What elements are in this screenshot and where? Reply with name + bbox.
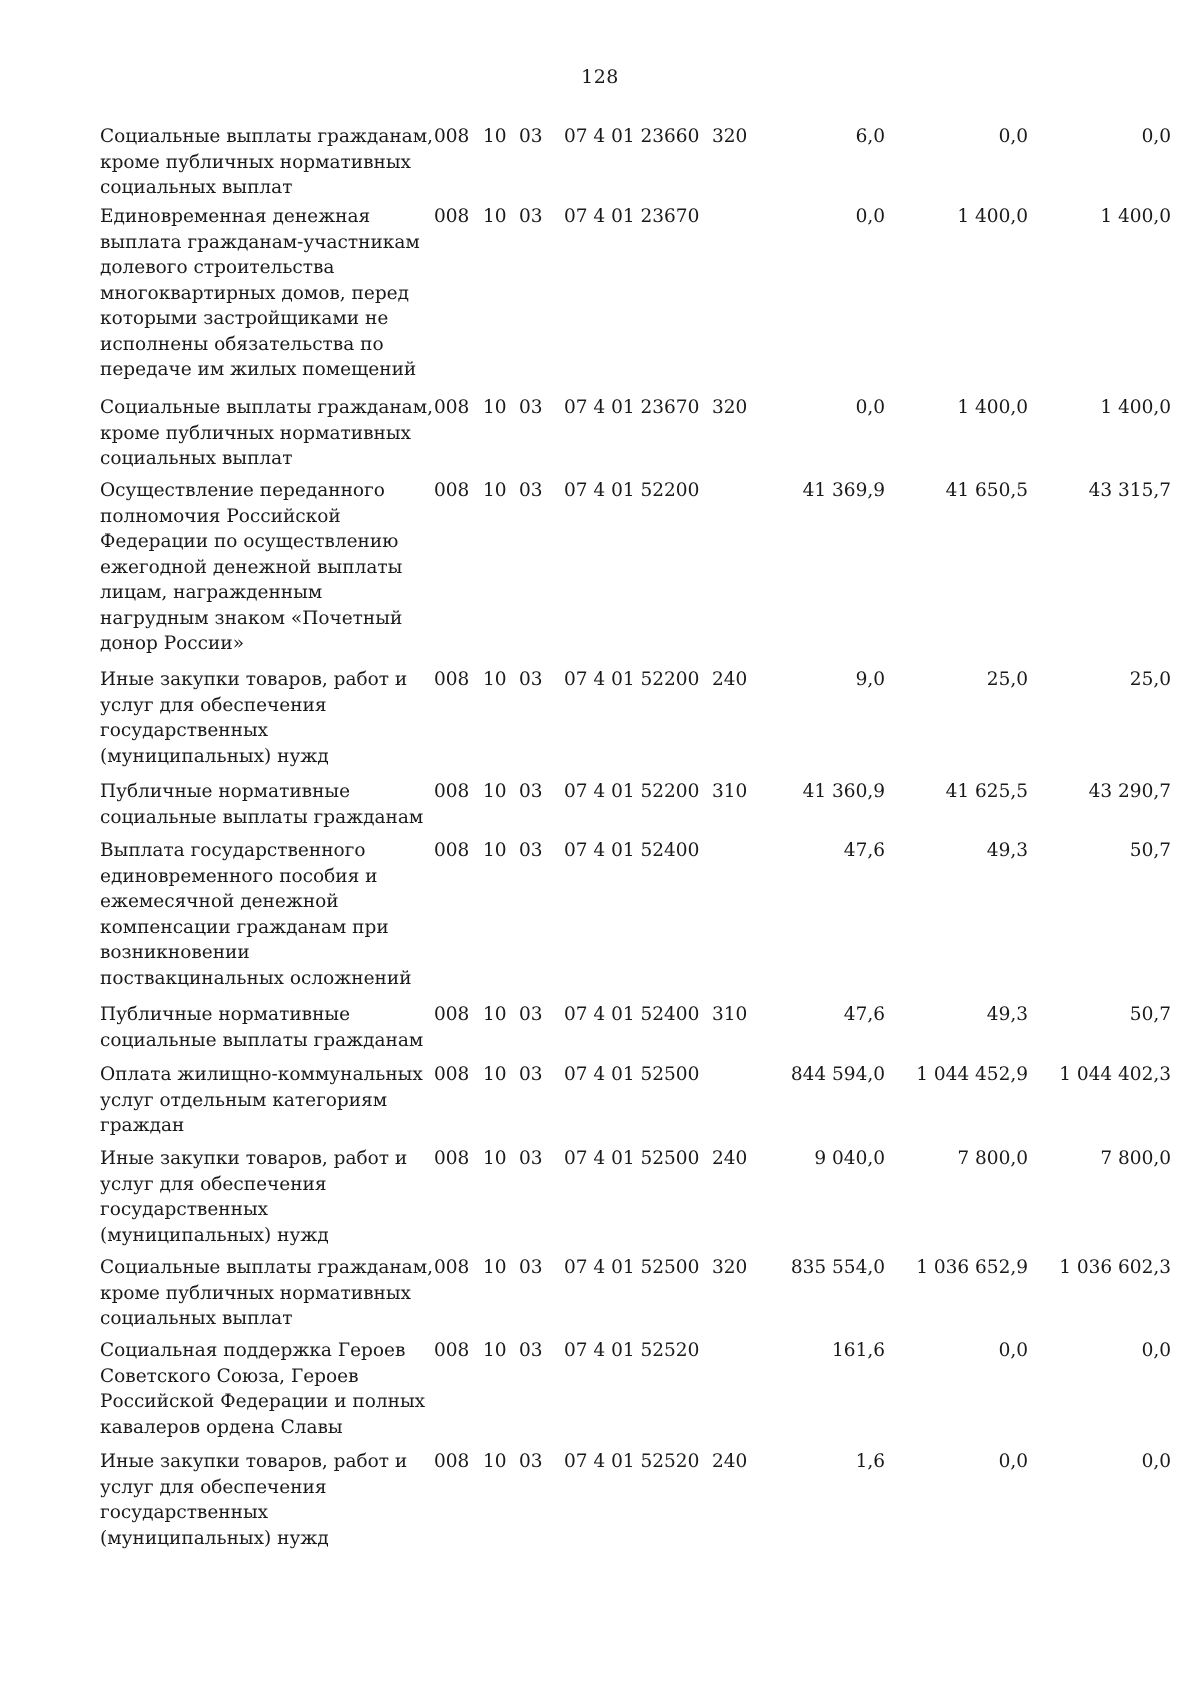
amount-year-1: 835 554,0 [790, 1257, 885, 1278]
subsection-code: 03 [519, 1004, 543, 1025]
expense-type-code: 310 [712, 1004, 748, 1025]
subsection-code: 03 [519, 126, 543, 147]
amount-year-1: 41 360,9 [802, 781, 885, 802]
ministry-code: 008 [434, 669, 470, 690]
subsection-code: 03 [519, 781, 543, 802]
section-code: 10 [483, 781, 507, 802]
target-article-code: 07 4 01 52520 [564, 1451, 700, 1472]
subsection-code: 03 [519, 1148, 543, 1169]
row-description: Социальные выплаты гражданам, кроме публичных нормативных социальных выплат [100, 126, 433, 198]
amount-year-1: 0,0 [855, 206, 885, 227]
amount-year-1: 9 040,0 [814, 1148, 885, 1169]
ministry-code: 008 [434, 781, 470, 802]
row-description: Социальные выплаты гражданам, кроме публичных нормативных социальных выплат [100, 1257, 433, 1329]
section-code: 10 [483, 397, 507, 418]
amount-year-3: 0,0 [1141, 1340, 1171, 1361]
subsection-code: 03 [519, 840, 543, 861]
amount-year-3: 50,7 [1129, 840, 1171, 861]
page-number: 128 [581, 66, 619, 88]
row-description: Публичные нормативные социальные выплаты гражданам [100, 1004, 424, 1051]
row-description: Социальная поддержка Героев Советского Союза, Героев Российской Федерации и полных кавалеров ордена Славы [100, 1340, 426, 1438]
amount-year-3: 1 400,0 [1100, 206, 1171, 227]
amount-year-1: 47,6 [843, 1004, 885, 1025]
amount-year-2: 0,0 [998, 126, 1028, 147]
amount-year-1: 47,6 [843, 840, 885, 861]
expense-type-code: 240 [712, 1451, 748, 1472]
expense-type-code: 240 [712, 1148, 748, 1169]
ministry-code: 008 [434, 1340, 470, 1361]
amount-year-1: 844 594,0 [790, 1064, 885, 1085]
amount-year-2: 41 650,5 [945, 480, 1028, 501]
target-article-code: 07 4 01 52400 [564, 840, 700, 861]
amount-year-2: 0,0 [998, 1340, 1028, 1361]
subsection-code: 03 [519, 1451, 543, 1472]
amount-year-1: 1,6 [855, 1451, 885, 1472]
ministry-code: 008 [434, 480, 470, 501]
amount-year-1: 6,0 [855, 126, 885, 147]
section-code: 10 [483, 1451, 507, 1472]
section-code: 10 [483, 1004, 507, 1025]
amount-year-3: 0,0 [1141, 126, 1171, 147]
row-description: Выплата государственного единовременного пособия и ежемесячной денежной компенсации гражданам при возникновении поствакцинальных осложнений [100, 840, 412, 989]
row-description: Оплата жилищно-коммунальных услуг отдельным категориям граждан [100, 1064, 423, 1136]
ministry-code: 008 [434, 206, 470, 227]
ministry-code: 008 [434, 840, 470, 861]
subsection-code: 03 [519, 480, 543, 501]
section-code: 10 [483, 1340, 507, 1361]
amount-year-2: 1 400,0 [957, 206, 1028, 227]
expense-type-code: 320 [712, 126, 748, 147]
amount-year-3: 0,0 [1141, 1451, 1171, 1472]
subsection-code: 03 [519, 1257, 543, 1278]
target-article-code: 07 4 01 52400 [564, 1004, 700, 1025]
subsection-code: 03 [519, 1340, 543, 1361]
ministry-code: 008 [434, 1064, 470, 1085]
ministry-code: 008 [434, 1004, 470, 1025]
target-article-code: 07 4 01 52200 [564, 781, 700, 802]
amount-year-3: 1 400,0 [1100, 397, 1171, 418]
amount-year-2: 7 800,0 [957, 1148, 1028, 1169]
amount-year-2: 41 625,5 [945, 781, 1028, 802]
target-article-code: 07 4 01 52500 [564, 1148, 700, 1169]
row-description: Публичные нормативные социальные выплаты гражданам [100, 781, 424, 828]
row-description: Иные закупки товаров, работ и услуг для обеспечения государственных (муниципальных) нужд [100, 1148, 408, 1246]
expense-type-code: 240 [712, 669, 748, 690]
amount-year-2: 1 036 652,9 [916, 1257, 1028, 1278]
target-article-code: 07 4 01 23660 [564, 126, 700, 147]
amount-year-3: 1 044 402,3 [1059, 1064, 1171, 1085]
section-code: 10 [483, 206, 507, 227]
subsection-code: 03 [519, 397, 543, 418]
target-article-code: 07 4 01 23670 [564, 206, 700, 227]
amount-year-2: 49,3 [986, 840, 1028, 861]
section-code: 10 [483, 1148, 507, 1169]
amount-year-2: 1 044 452,9 [916, 1064, 1028, 1085]
row-description: Иные закупки товаров, работ и услуг для обеспечения государственных (муниципальных) нужд [100, 1451, 408, 1549]
subsection-code: 03 [519, 206, 543, 227]
target-article-code: 07 4 01 52200 [564, 480, 700, 501]
amount-year-3: 25,0 [1129, 669, 1171, 690]
ministry-code: 008 [434, 1451, 470, 1472]
ministry-code: 008 [434, 1257, 470, 1278]
row-description: Социальные выплаты гражданам, кроме публичных нормативных социальных выплат [100, 397, 433, 469]
subsection-code: 03 [519, 1064, 543, 1085]
expense-type-code: 320 [712, 397, 748, 418]
amount-year-2: 49,3 [986, 1004, 1028, 1025]
ministry-code: 008 [434, 397, 470, 418]
amount-year-2: 1 400,0 [957, 397, 1028, 418]
target-article-code: 07 4 01 52200 [564, 669, 700, 690]
amount-year-3: 43 290,7 [1088, 781, 1171, 802]
amount-year-2: 25,0 [986, 669, 1028, 690]
amount-year-2: 0,0 [998, 1451, 1028, 1472]
section-code: 10 [483, 480, 507, 501]
target-article-code: 07 4 01 52500 [564, 1257, 700, 1278]
amount-year-3: 50,7 [1129, 1004, 1171, 1025]
section-code: 10 [483, 1064, 507, 1085]
target-article-code: 07 4 01 52500 [564, 1064, 700, 1085]
section-code: 10 [483, 840, 507, 861]
amount-year-1: 0,0 [855, 397, 885, 418]
row-description: Единовременная денежная выплата гражданам-участникам долевого строительства многоквартирных домов, перед которыми застройщиками не исполнены обязательства по передаче им жилых помещений [100, 206, 420, 380]
amount-year-1: 9,0 [855, 669, 885, 690]
subsection-code: 03 [519, 669, 543, 690]
section-code: 10 [483, 126, 507, 147]
amount-year-3: 1 036 602,3 [1059, 1257, 1171, 1278]
section-code: 10 [483, 669, 507, 690]
section-code: 10 [483, 1257, 507, 1278]
row-description: Осуществление переданного полномочия Российской Федерации по осуществлению ежегодной денежной выплаты лицам, награжденным нагрудным знаком «Почетный донор России» [100, 480, 403, 654]
ministry-code: 008 [434, 1148, 470, 1169]
amount-year-1: 161,6 [832, 1340, 885, 1361]
target-article-code: 07 4 01 23670 [564, 397, 700, 418]
amount-year-3: 7 800,0 [1100, 1148, 1171, 1169]
row-description: Иные закупки товаров, работ и услуг для обеспечения государственных (муниципальных) нужд [100, 669, 408, 767]
amount-year-3: 43 315,7 [1088, 480, 1171, 501]
amount-year-1: 41 369,9 [802, 480, 885, 501]
target-article-code: 07 4 01 52520 [564, 1340, 700, 1361]
expense-type-code: 320 [712, 1257, 748, 1278]
expense-type-code: 310 [712, 781, 748, 802]
ministry-code: 008 [434, 126, 470, 147]
